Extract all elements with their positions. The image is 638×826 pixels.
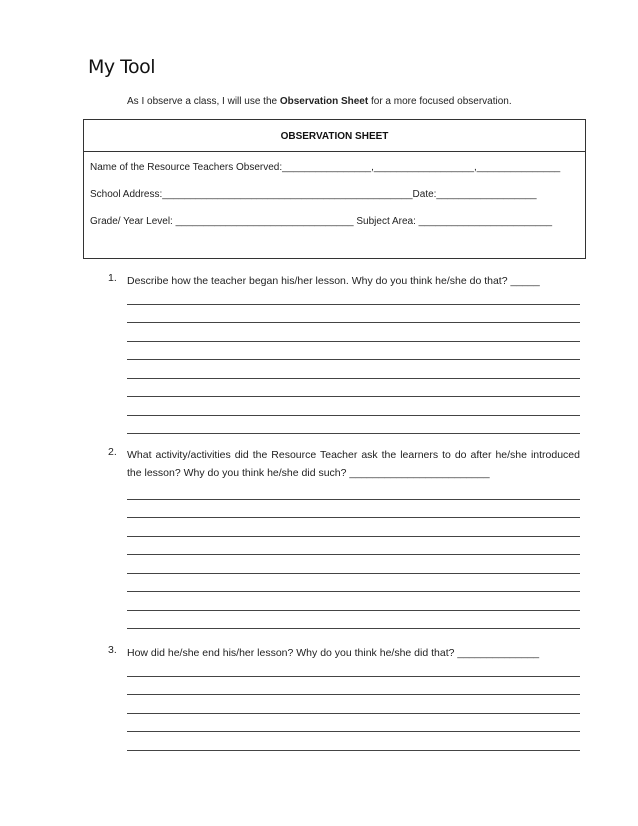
answer-line[interactable]	[127, 323, 580, 342]
answer-line[interactable]	[127, 677, 580, 696]
intro-text-bold: Observation Sheet	[279, 96, 369, 107]
answer-line[interactable]	[127, 500, 580, 519]
answer-line[interactable]	[127, 695, 580, 714]
answer-line[interactable]	[127, 555, 580, 574]
answer-line[interactable]	[127, 574, 580, 593]
intro-text-start: As I observe a class, I will use the	[127, 96, 280, 107]
question-2-number: 2.	[108, 446, 117, 458]
school-address-date-field[interactable]: School Address:_____________________________________________Date:__________________	[90, 189, 537, 200]
answer-line[interactable]	[127, 592, 580, 611]
grade-subject-field[interactable]: Grade/ Year Level: ________________________________ Subject Area: ________________________	[90, 216, 553, 227]
answer-line[interactable]	[127, 416, 580, 435]
answer-line[interactable]	[127, 714, 580, 733]
answer-line[interactable]	[127, 379, 580, 398]
answer-line[interactable]	[127, 360, 580, 379]
observation-sheet-box	[83, 119, 586, 259]
intro-text	[127, 96, 512, 107]
answer-line[interactable]	[127, 611, 580, 630]
answer-line[interactable]	[127, 397, 580, 416]
answer-line[interactable]	[127, 537, 580, 556]
question-2-text: What activity/activities did the Resource Teacher ask the learners to do after he/she introduced the lesson? Why do you think he/she did such? ________________________	[127, 449, 580, 479]
intro-text-end: for a more focused observation.	[368, 96, 512, 107]
question-2-answer-lines[interactable]	[127, 481, 580, 629]
answer-line[interactable]	[127, 342, 580, 361]
question-1-number: 1.	[108, 272, 117, 284]
question-3-text: How did he/she end his/her lesson? Why do you think he/she did that? ______________	[127, 647, 540, 659]
answer-line[interactable]	[127, 658, 580, 677]
answer-line[interactable]	[127, 481, 580, 500]
observation-sheet-header: OBSERVATION SHEET	[84, 120, 585, 152]
answer-line[interactable]	[127, 305, 580, 324]
page-title: My Tool	[88, 56, 156, 78]
question-1-answer-lines[interactable]	[127, 286, 580, 434]
question-1-text: Describe how the teacher began his/her lesson. Why do you think he/she do that? _____	[127, 275, 540, 287]
answer-line[interactable]	[127, 518, 580, 537]
answer-line[interactable]	[127, 286, 580, 305]
question-3-number: 3.	[108, 644, 117, 656]
answer-line[interactable]	[127, 732, 580, 751]
teacher-name-field[interactable]: Name of the Resource Teachers Observed:________________,__________________,_______________	[90, 162, 561, 173]
question-3-answer-lines[interactable]	[127, 658, 580, 751]
question-2	[108, 446, 580, 482]
